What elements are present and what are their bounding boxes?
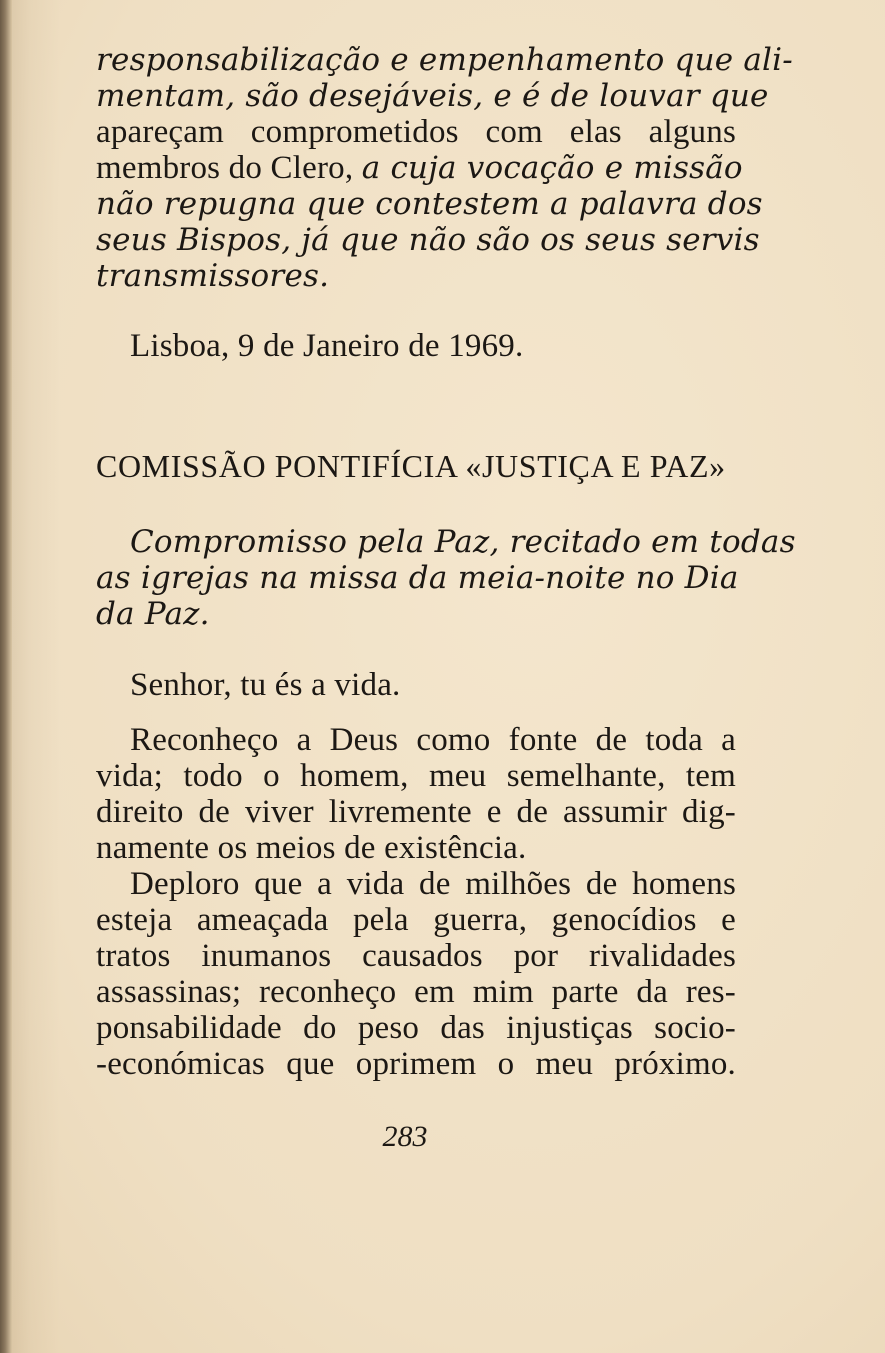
text-line: namente os meios de existência.: [96, 830, 527, 866]
text-line: [96, 150, 743, 186]
text-line: direito de viver livremente e de assumir dig-: [96, 794, 736, 830]
paragraph-one: [96, 722, 736, 866]
text-line: transmissores.: [96, 258, 330, 294]
section-heading-block: [96, 448, 736, 484]
dateline-block: [96, 328, 736, 364]
section-heading: COMISSÃO PONTIFÍCIA «JUSTIÇA E PAZ»: [96, 448, 726, 484]
opening-paragraph: [96, 42, 793, 294]
text-line: Reconheço a Deus como fonte de toda a: [130, 722, 736, 758]
text-fragment: membros do Clero,: [96, 150, 362, 186]
text-line: assassinas; reconheço em mim parte da res-: [96, 974, 736, 1010]
text-line: seus Bispos, já que não são os seus servis: [96, 222, 760, 258]
subtitle-line: Compromisso pela Paz, recitado em todas: [130, 524, 796, 560]
text-line: apareçam comprometidos com elas alguns: [96, 114, 736, 150]
subtitle-line: as igrejas na missa da meia-noite no Dia: [96, 560, 739, 596]
invocation-block: [96, 667, 736, 703]
dateline: Lisboa, 9 de Janeiro de 1969.: [130, 328, 524, 364]
text-line: -económicas que oprimem o meu próximo.: [96, 1046, 736, 1082]
invocation: Senhor, tu és a vida.: [130, 667, 401, 703]
text-line: responsabilização e empenhamento que ali-: [96, 42, 793, 78]
text-line: mentam, são desejáveis, e é de louvar que: [96, 78, 769, 114]
text-line: vida; todo o homem, meu semelhante, tem: [96, 758, 736, 794]
paragraph-two: [96, 866, 736, 1082]
text-line: Deploro que a vida de milhões de homens: [130, 866, 736, 902]
text-line: esteja ameaçada pela guerra, genocídios e: [96, 902, 736, 938]
subtitle-line: da Paz.: [96, 596, 210, 632]
book-spine-edge: [0, 0, 12, 1353]
text-line: ponsabilidade do peso das injustiças socio-: [96, 1010, 736, 1046]
text-fragment: a cuja vocação e missão: [361, 150, 743, 186]
text-line: não repugna que contestem a palavra dos: [96, 186, 763, 222]
text-line: tratos inumanos causados por rivalidades: [96, 938, 736, 974]
page-number: 283: [382, 1120, 428, 1153]
subtitle-block: [96, 524, 796, 632]
